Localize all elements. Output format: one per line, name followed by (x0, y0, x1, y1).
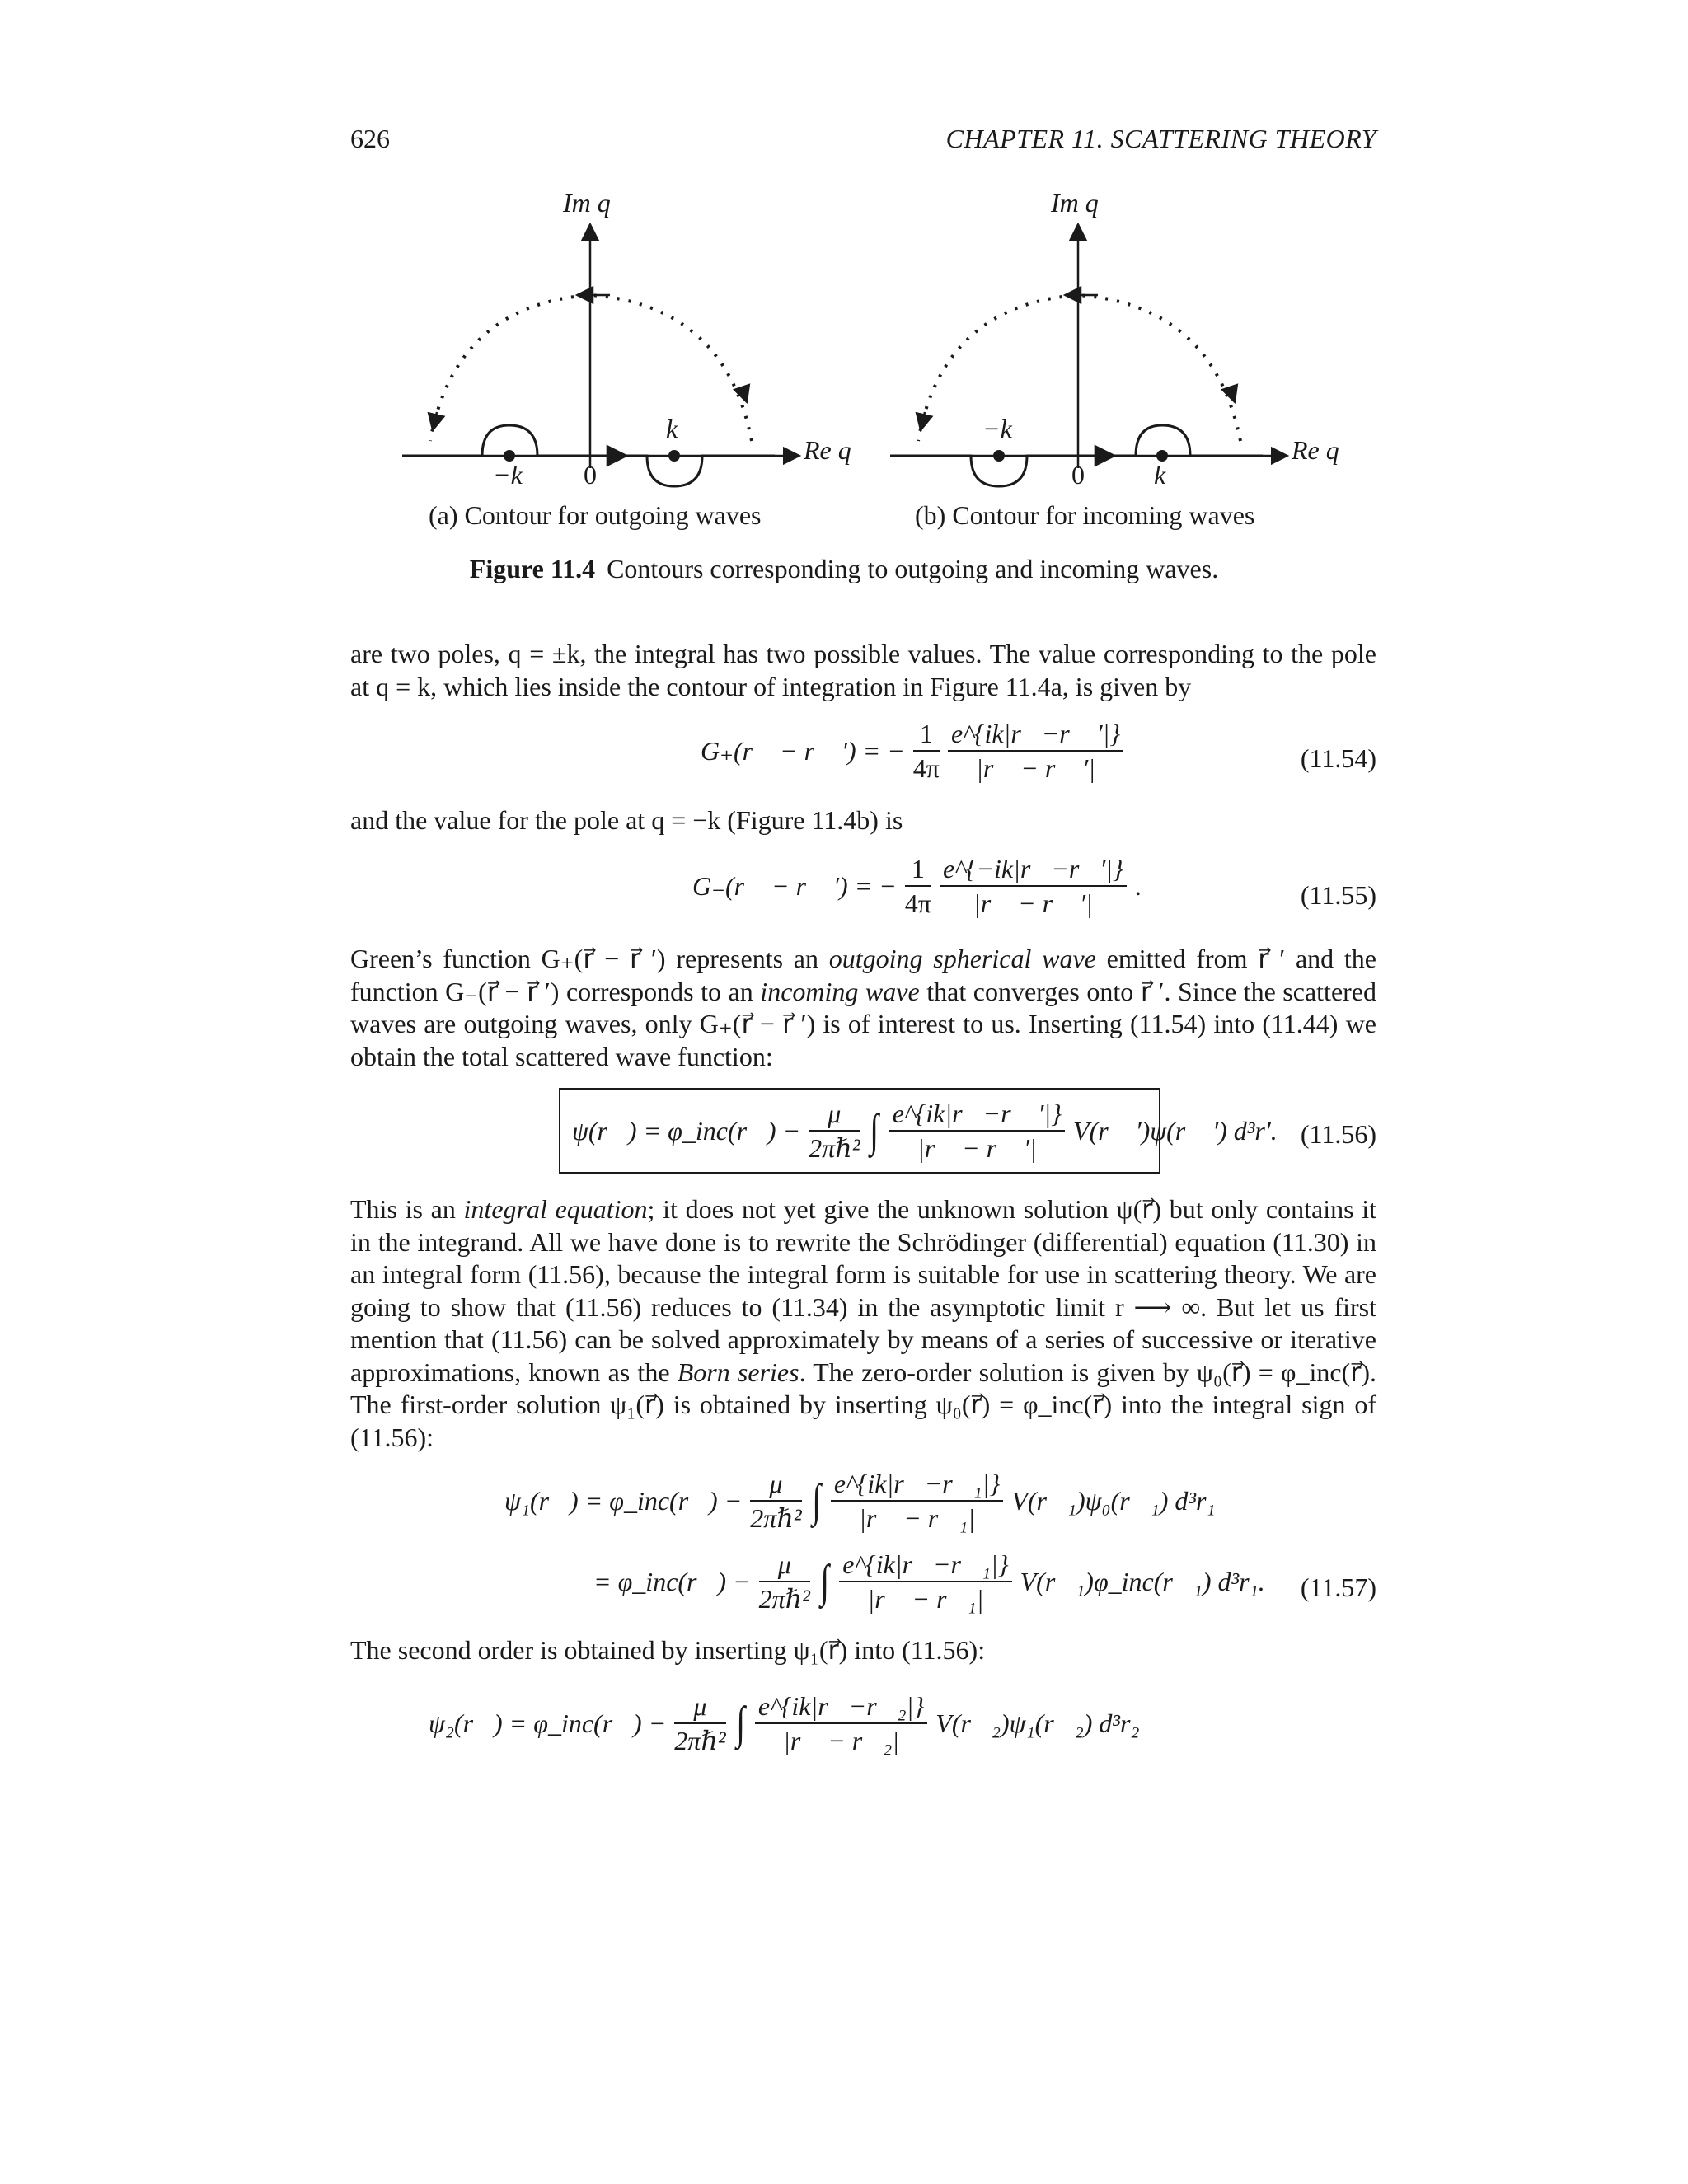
label-zero-a: 0 (584, 460, 597, 490)
eq58-tail: V(r⃗₂)ψ₁(r⃗₂) d³r₂ (935, 1708, 1140, 1738)
eq58-numerator: e^{ik|r⃗−r⃗₂|} (755, 1690, 927, 1724)
paragraph-1: are two poles, q = ±k, the integral has two possible values. The value corresponding to the pole at q = k, which lies inside the contour of integration in Figure 11.4a, is given by (350, 639, 1376, 701)
paragraph-4 (350, 1193, 1376, 1454)
eq58-2pih: 2πℏ² (674, 1726, 726, 1755)
subcaption-b: (b) Contour for incoming waves (915, 500, 1255, 530)
eq57a-numerator: e^{ik|r⃗−r⃗₁|} (831, 1467, 1003, 1502)
axis-label-re-b: Re q (1292, 435, 1339, 465)
equation-11-56 (559, 1088, 1278, 1174)
axis-label-im-a: Im q (563, 188, 611, 218)
label-minus-k-a: −k (493, 460, 523, 490)
figure-number: Figure 11.4 (469, 554, 596, 583)
contour-figure (0, 0, 1688, 593)
eq56-numerator: e^{ik|r⃗−r⃗ ′|} (889, 1097, 1065, 1132)
eq-number-11-55: (11.55) (1300, 880, 1376, 910)
equation-11-54 (701, 717, 1123, 785)
eq-number-11-57: (11.57) (1300, 1572, 1376, 1602)
paragraph-3 (350, 943, 1376, 1073)
eq-number-11-54: (11.54) (1300, 743, 1376, 773)
eq56-mu: μ (809, 1097, 860, 1132)
page-number: 626 (350, 124, 390, 153)
eq54-lhs: G₊(r⃗ − r⃗ ′) = − (701, 736, 905, 766)
eq57a-denominator: |r⃗ − r⃗₁| (859, 1503, 976, 1533)
figure-caption (0, 554, 1688, 584)
eq58-lhs: ψ₂(r⃗) = φ_inc(r⃗) − (429, 1708, 667, 1738)
eq57a-integral: ∫ (811, 1475, 821, 1526)
p3-italic-1: outgoing spherical wave (828, 944, 1096, 973)
p3-part-b: emitted from r⃗ ′ and the function G₋(r⃗ − r⃗ ′) corresponds to an (350, 944, 1376, 1006)
p3-part-a: Green’s function G₊(r⃗ − r⃗ ′) represents an (350, 944, 829, 973)
figure-caption-text: Contours corresponding to outgoing and incoming waves. (607, 554, 1219, 583)
eq-number-11-56: (11.56) (1300, 1119, 1376, 1149)
eq57b-tail: V(r⃗₁)φ_inc(r⃗₁) d³r₁. (1020, 1566, 1265, 1596)
p4-italic-1: integral equation (463, 1194, 648, 1224)
eq55-lhs: G₋(r⃗ − r⃗ ′) = − (692, 871, 897, 901)
eq55-4pi: 4π (904, 888, 931, 918)
eq55-denominator: |r⃗ − r⃗ ′| (973, 888, 1093, 918)
paragraph-2: and the value for the pole at q = −k (Figure 11.4b) is (350, 805, 903, 835)
dotted-arc-b (918, 295, 1240, 441)
label-k-b: k (1154, 460, 1166, 490)
eq57b-numerator: e^{ik|r⃗−r⃗₁|} (839, 1548, 1011, 1582)
eq58-integral: ∫ (735, 1698, 745, 1749)
eq57b-denominator: |r⃗ − r⃗₁| (867, 1584, 984, 1614)
axis-label-im-b: Im q (1051, 188, 1099, 218)
label-zero-b: 0 (1071, 460, 1085, 490)
figure-a (402, 224, 799, 486)
p4-part-b: ; it does not yet give the unknown solution ψ(r⃗) but only contains it in the integrand. All we have done is to rewrite the Schrödinger (differential) equation (11.30) in an integral form (11.56), because the integral form is suitable for use in scattering theory. We are going to show that (11.56) reduces to (11.34) in the asymptotic limit r ⟶ ∞. But let us first mention that (11.56) can be solved approximately by means of a series of successive or iterative approximations, known as the (350, 1194, 1377, 1387)
eq57a-tail: V(r⃗₁)ψ₀(r⃗₁) d³r₁ (1011, 1485, 1216, 1516)
eq55-period: . (1134, 870, 1142, 901)
pole-k-a (668, 450, 680, 462)
eq57b-mu: μ (759, 1548, 810, 1582)
eq57a-mu: μ (750, 1467, 801, 1502)
eq57b-2pih: 2πℏ² (758, 1584, 810, 1614)
paragraph-5: The second order is obtained by inserting ψ₁(r⃗) into (11.56): (350, 1635, 986, 1665)
label-minus-k-b: −k (982, 414, 1012, 443)
eq57a-lhs: ψ₁(r⃗) = φ_inc(r⃗) − (504, 1485, 743, 1516)
equation-11-55 (692, 852, 1142, 920)
pole-minus-k-b (993, 450, 1005, 462)
eq58-mu: μ (674, 1690, 725, 1724)
eq56-tail: V(r⃗ ′)ψ(r⃗ ′) d³r′. (1073, 1115, 1278, 1146)
axis-label-re-a: Re q (804, 435, 851, 465)
p4-part-c: . The zero-order solution is given by ψ₀(r⃗) = φ_inc(r⃗). The first-order solution ψ₁(r⃗) is obtained by inserting ψ₀(r⃗) = φ_inc(r⃗) into the integral sign of (11.56): (350, 1357, 1377, 1452)
p3-italic-2: incoming wave (760, 976, 920, 1006)
equation-11-57-line-2 (593, 1548, 1265, 1615)
eq54-4pi: 4π (912, 753, 940, 783)
eq57b-integral: ∫ (820, 1556, 829, 1607)
eq56-integral: ∫ (870, 1105, 879, 1156)
label-k-a: k (666, 414, 678, 443)
eq56-denominator: |r⃗ − r⃗ ′| (917, 1133, 1037, 1163)
eq57b-lhs: = φ_inc(r⃗) − (593, 1566, 751, 1596)
chapter-heading: CHAPTER 11. SCATTERING THEORY (945, 124, 1376, 153)
figure-b (890, 224, 1287, 486)
eq54-one: 1 (913, 717, 940, 752)
eq54-numerator: e^{ik|r⃗−r⃗ ′|} (948, 717, 1123, 752)
equation-second-order (429, 1690, 1140, 1757)
p3-part-c: that converges onto r⃗ ′. Since the scattered waves are outgoing waves, only G₊(r⃗ − r⃗ ′) is of interest to us. Inserting (11.54) into (11.44) we obtain the total scattered wave function: (350, 976, 1377, 1071)
eq57a-2pih: 2πℏ² (750, 1503, 802, 1533)
eq58-denominator: |r⃗ − r⃗₂| (783, 1726, 900, 1755)
subcaption-a: (a) Contour for outgoing waves (429, 500, 762, 530)
p4-italic-2: Born series (677, 1357, 799, 1387)
eq55-one: 1 (905, 852, 931, 887)
equation-11-57-line-1 (504, 1467, 1216, 1535)
eq54-denominator: |r⃗ − r⃗ ′| (976, 753, 1095, 783)
eq56-lhs: ψ(r⃗) = φ_inc(r⃗) − (572, 1115, 801, 1146)
eq56-2pih: 2πℏ² (809, 1133, 860, 1163)
p4-part-a: This is an (350, 1194, 464, 1224)
eq55-numerator: e^{−ik|r⃗−r⃗′|} (940, 852, 1127, 887)
